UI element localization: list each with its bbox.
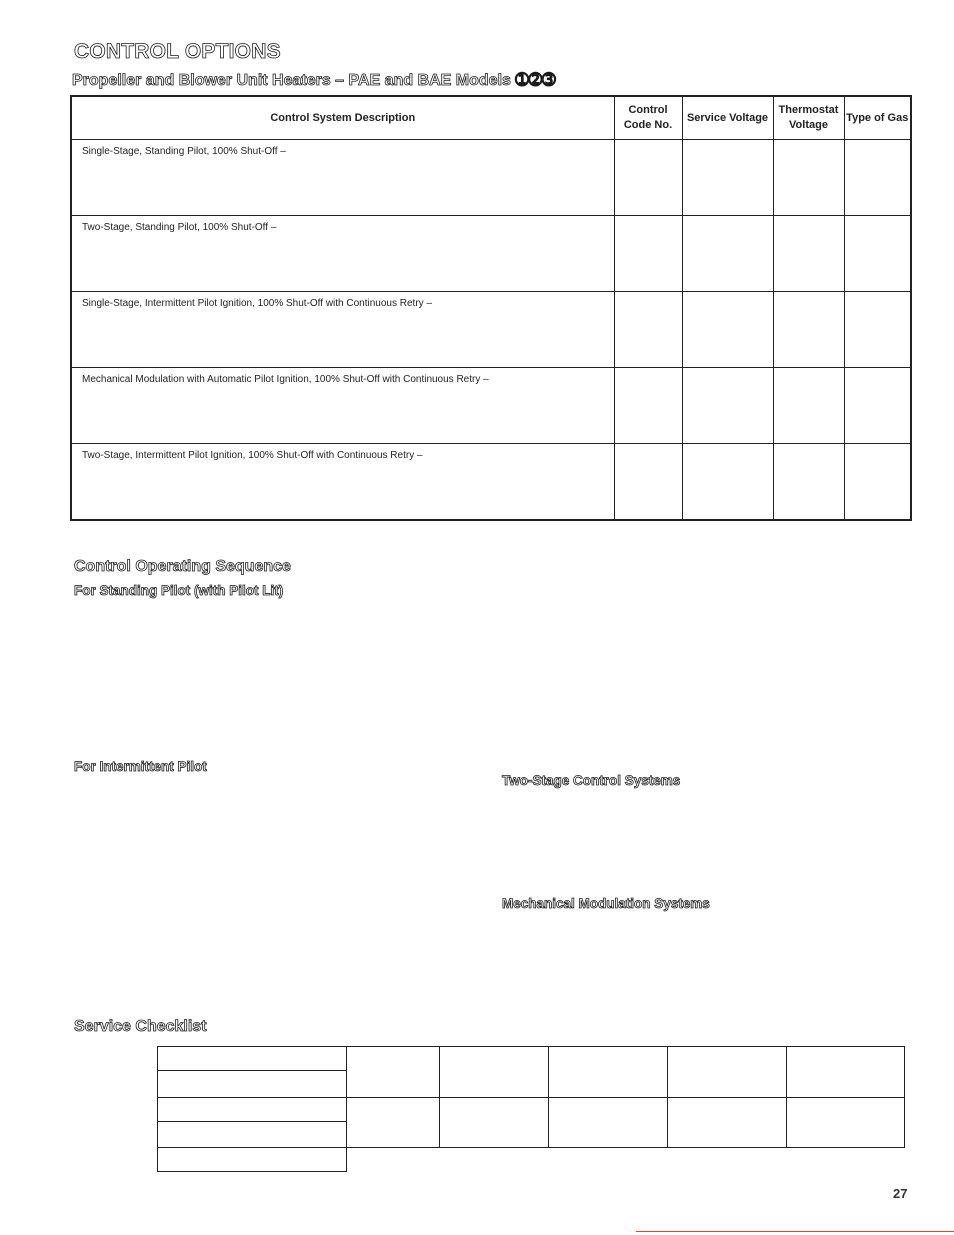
table-row bbox=[71, 140, 911, 216]
column-header-description: Control System Description bbox=[71, 96, 614, 140]
row-description: Two-Stage, Standing Pilot, 100% Shut-Off – bbox=[71, 216, 614, 292]
subsection-standing-pilot: For Standing Pilot (with Pilot Lit) bbox=[74, 583, 284, 598]
cell bbox=[682, 292, 773, 368]
cell bbox=[614, 216, 682, 292]
empty-space bbox=[347, 1148, 905, 1172]
cell bbox=[682, 216, 773, 292]
cell bbox=[668, 1098, 787, 1148]
table-row bbox=[71, 292, 911, 368]
accent-line bbox=[636, 1231, 954, 1232]
cell bbox=[614, 140, 682, 216]
cell bbox=[773, 368, 844, 444]
table-row bbox=[158, 1047, 905, 1071]
page-title: CONTROL OPTIONS bbox=[74, 40, 281, 63]
column-header-voltage: Service Voltage bbox=[682, 96, 773, 140]
section-title-service-checklist: Service Checklist bbox=[74, 1018, 207, 1035]
control-options-table bbox=[70, 95, 912, 521]
cell bbox=[158, 1071, 347, 1098]
subsection-two-stage: Two-Stage Control Systems bbox=[502, 773, 681, 788]
cell bbox=[549, 1098, 668, 1148]
column-header-code: Control Code No. bbox=[614, 96, 682, 140]
table-header-row bbox=[71, 96, 911, 140]
cell bbox=[773, 216, 844, 292]
table-row bbox=[158, 1098, 905, 1122]
column-header-thermostat: Thermostat Voltage bbox=[773, 96, 844, 140]
cell bbox=[158, 1122, 347, 1148]
subsection-intermittent-pilot: For Intermittent Pilot bbox=[74, 759, 207, 774]
row-description: Single-Stage, Intermittent Pilot Ignition, 100% Shut-Off with Continuous Retry – bbox=[71, 292, 614, 368]
cell bbox=[844, 444, 911, 521]
service-checklist-table bbox=[157, 1046, 905, 1172]
page-subtitle: Propeller and Blower Unit Heaters – PAE and BAE Models ➀➁➂ bbox=[72, 72, 556, 89]
cell bbox=[440, 1047, 549, 1098]
cell bbox=[773, 444, 844, 521]
row-description: Two-Stage, Intermittent Pilot Ignition, 100% Shut-Off with Continuous Retry – bbox=[71, 444, 614, 521]
subsection-mechanical-modulation: Mechanical Modulation Systems bbox=[502, 896, 710, 911]
cell bbox=[787, 1047, 905, 1098]
cell bbox=[347, 1047, 440, 1098]
table-row bbox=[158, 1148, 905, 1172]
cell bbox=[682, 140, 773, 216]
cell bbox=[773, 140, 844, 216]
cell bbox=[682, 444, 773, 521]
row-description: Mechanical Modulation with Automatic Pilot Ignition, 100% Shut-Off with Continuous Retry – bbox=[71, 368, 614, 444]
cell bbox=[668, 1047, 787, 1098]
cell bbox=[844, 368, 911, 444]
table-row bbox=[71, 216, 911, 292]
table-row bbox=[71, 368, 911, 444]
table-row bbox=[71, 444, 911, 521]
cell bbox=[549, 1047, 668, 1098]
cell bbox=[347, 1098, 440, 1148]
cell bbox=[158, 1098, 347, 1122]
page-number: 27 bbox=[893, 1186, 908, 1201]
cell bbox=[158, 1148, 347, 1172]
cell bbox=[614, 444, 682, 521]
cell bbox=[614, 368, 682, 444]
cell bbox=[844, 216, 911, 292]
section-title-operating-sequence: Control Operating Sequence bbox=[74, 558, 291, 575]
cell bbox=[787, 1098, 905, 1148]
row-description: Single-Stage, Standing Pilot, 100% Shut-Off – bbox=[71, 140, 614, 216]
cell bbox=[682, 368, 773, 444]
cell bbox=[158, 1047, 347, 1071]
column-header-gas: Type of Gas bbox=[844, 96, 911, 140]
cell bbox=[614, 292, 682, 368]
cell bbox=[440, 1098, 549, 1148]
cell bbox=[844, 140, 911, 216]
cell bbox=[773, 292, 844, 368]
cell bbox=[844, 292, 911, 368]
